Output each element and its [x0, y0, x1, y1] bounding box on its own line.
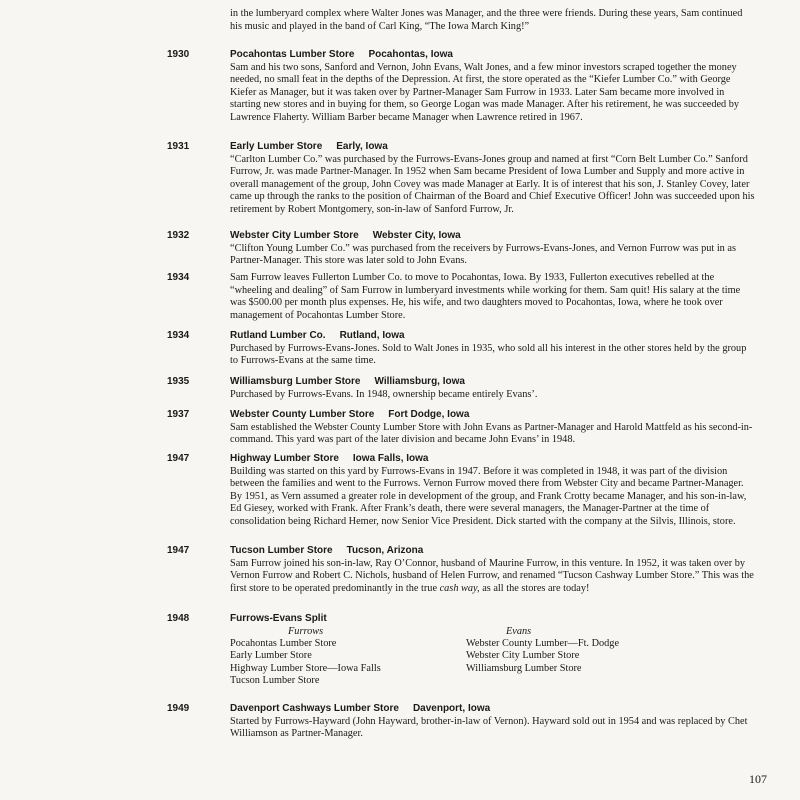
entry-heading [230, 230, 755, 243]
store-name: Tucson Lumber Store [230, 545, 333, 556]
entry-year: 1931 [167, 141, 190, 152]
entry-year: 1937 [167, 409, 190, 420]
entry-heading [230, 141, 755, 154]
entry-year: 1947 [167, 453, 190, 464]
store-location: Pocahontas, Iowa [368, 49, 453, 60]
entry-text: Purchased by Furrows-Evans-Jones. Sold to Walt Jones in 1935, who sold all his interest in the other stores held by the group to Furrows-Evans at the same time. [230, 342, 747, 367]
store-name: Furrows-Evans Split [230, 613, 327, 624]
store-location: Rutland, Iowa [339, 330, 405, 341]
store-location: Webster City, Iowa [372, 230, 461, 241]
store-location: Fort Dodge, Iowa [388, 409, 470, 420]
list-item: Webster County Lumber—Ft. Dodge [466, 638, 620, 649]
store-name: Pocahontas Lumber Store [230, 49, 355, 60]
store-location: Early, Iowa [336, 141, 388, 152]
list-item: Pocahontas Lumber Store [230, 638, 337, 649]
entry-text: Sam and his two sons, Sanford and Vernon, John Evans, Walt Jones, and a few minor investors scraped together the money needed, no small feat in the depths of the Depression. At first, the store operated as the “Kiefer Lumber Co.” with George Kiefer as Manager, but it was taken over by Partner-Manager Sam Furrow in 1933. Later Sam became more involved in starting new stores and in buying for them, so George Logan was made Manager. After his retirement, he was succeeded by Lawrence Flaherty. William Barber became Manager when Lawrence retired in 1967. [230, 61, 740, 123]
furrows-column [230, 626, 460, 688]
store-location: Iowa Falls, Iowa [352, 453, 429, 464]
entry-text-emphasis: cash way, [439, 582, 480, 594]
entry-text [230, 558, 755, 596]
store-name: Highway Lumber Store [230, 453, 339, 464]
page-number: 107 [749, 772, 767, 786]
store-name: Webster City Lumber Store [230, 230, 359, 241]
intro-paragraph: in the lumberyard complex where Walter Jones was Manager, and the three were friends. During these years, Sam continued his music and played in the band of Carl King, “The Iowa March King!” [230, 8, 743, 32]
entry-heading [230, 49, 755, 62]
entry-text: Purchased by Furrows-Evans. In 1948, ownership became entirely Evans’. [230, 388, 538, 400]
entry-year: 1948 [167, 613, 190, 624]
entry-text: Building was started on this yard by Furrows-Evans in 1947. Before it was completed in 1948, it was part of the division between the families and went to the Furrows. Vernon Furrow moved there from Webster City and became Partner-Manager. By 1951, as Vern assumed a greater role in development of the group, and Frank Crotty became Manager, and his son-in-law, Ed Giesey, worked with Frank. After Frank’s death, there were several managers, the Manager-Partner at the time of consolidation being Richard Hemer, now Senior Vice President. Dick started with the company at the Silvis, Illinois, store. [230, 465, 747, 527]
entry-text: “Clifton Young Lumber Co.” was purchased from the receivers by Furrows-Evans-Jones, and Vernon Furrow was put in as Partner-Manager. This store was later sold to John Evans. [230, 242, 736, 267]
entry-heading [230, 613, 755, 626]
entry-heading [230, 409, 755, 422]
entry-year: 1934 [167, 330, 190, 341]
entry-year: 1934 [167, 272, 190, 283]
entry-heading [230, 453, 755, 466]
entry-year: 1932 [167, 230, 190, 241]
entry-heading [230, 545, 755, 558]
entry-text: Sam Furrow leaves Fullerton Lumber Co. to move to Pocahontas, Iowa. By 1933, Fullerton executives rebelled at the “wheeling and dealing” of Sam Furrow in lumberyard investments while working for them. Sam quit! His salary at the time was $500.00 per month plus expenses. He, his wife, and two daughters moved to Pocahontas, Iowa, where he took over management of Pocahontas Lumber Store. [230, 272, 741, 321]
entry-heading [230, 330, 755, 343]
store-name: Webster County Lumber Store [230, 409, 375, 420]
store-name: Rutland Lumber Co. [230, 330, 326, 341]
list-item: Highway Lumber Store—Iowa Falls [230, 662, 381, 674]
entry-text-part: as all the stores are today! [479, 582, 590, 594]
entry-heading [230, 703, 755, 716]
entry-text: Started by Furrows-Hayward (John Hayward, brother-in-law of Vernon). Hayward sold out in 1954 and was replaced by Chet Williamson as Partner-Manager. [230, 715, 748, 740]
store-location: Davenport, Iowa [412, 703, 491, 714]
entry-heading [230, 376, 755, 389]
store-location: Tucson, Arizona [346, 545, 424, 556]
entry-year: 1947 [167, 545, 190, 556]
split-columns [230, 626, 755, 696]
store-name: Early Lumber Store [230, 141, 323, 152]
list-item: Tucson Lumber Store [230, 675, 320, 687]
store-location: Williamsburg, Iowa [374, 376, 465, 387]
entry-text: Sam established the Webster County Lumber Store with John Evans as Partner-Manager and Harold Mattfeld as his second-in-command. This yard was part of the later division and became John Evans’ in 1948. [230, 421, 753, 446]
furrows-column-heading: Furrows [288, 625, 324, 637]
entry-text-part: Sam Furrow joined his son-in-law, Ray O’Connor, husband of Maurine Furrow, in this venture. In 1952, it was taken over by Vernon Furrow and Robert C. Nichols, husband of Helen Furrow, and renamed “Tucson Cashway Lumber Store.” This was the first store to be operated predominantly in the true [230, 557, 754, 594]
list-item: Webster City Lumber Store [466, 650, 580, 662]
evans-column-heading: Evans [506, 625, 532, 637]
entry-year: 1930 [167, 49, 190, 60]
entry-year: 1935 [167, 376, 190, 387]
list-item: Williamsburg Lumber Store [466, 662, 582, 674]
entry-year: 1949 [167, 703, 190, 714]
list-item: Early Lumber Store [230, 650, 312, 662]
store-name: Williamsburg Lumber Store [230, 376, 361, 387]
entry-text: “Carlton Lumber Co.” was purchased by the Furrows-Evans-Jones group and named at first “Corn Belt Lumber Co.” Sanford Furrow, Jr. was made Partner-Manager. In 1952 when Sam became President of Iowa Lumber and Supply and more active in overall management of the group, John Covey was made Manager at Early. It is of interest that his son, J. Stanley Covey, later came up through the ranks to the position of Chairman of the Board and Chief Executive Officer! John was succeeded upon his retirement by Robert Montgomery, son-in-law of Sanford Furrow, Jr. [230, 153, 755, 215]
store-name: Davenport Cashways Lumber Store [230, 703, 399, 714]
evans-column [466, 626, 726, 676]
